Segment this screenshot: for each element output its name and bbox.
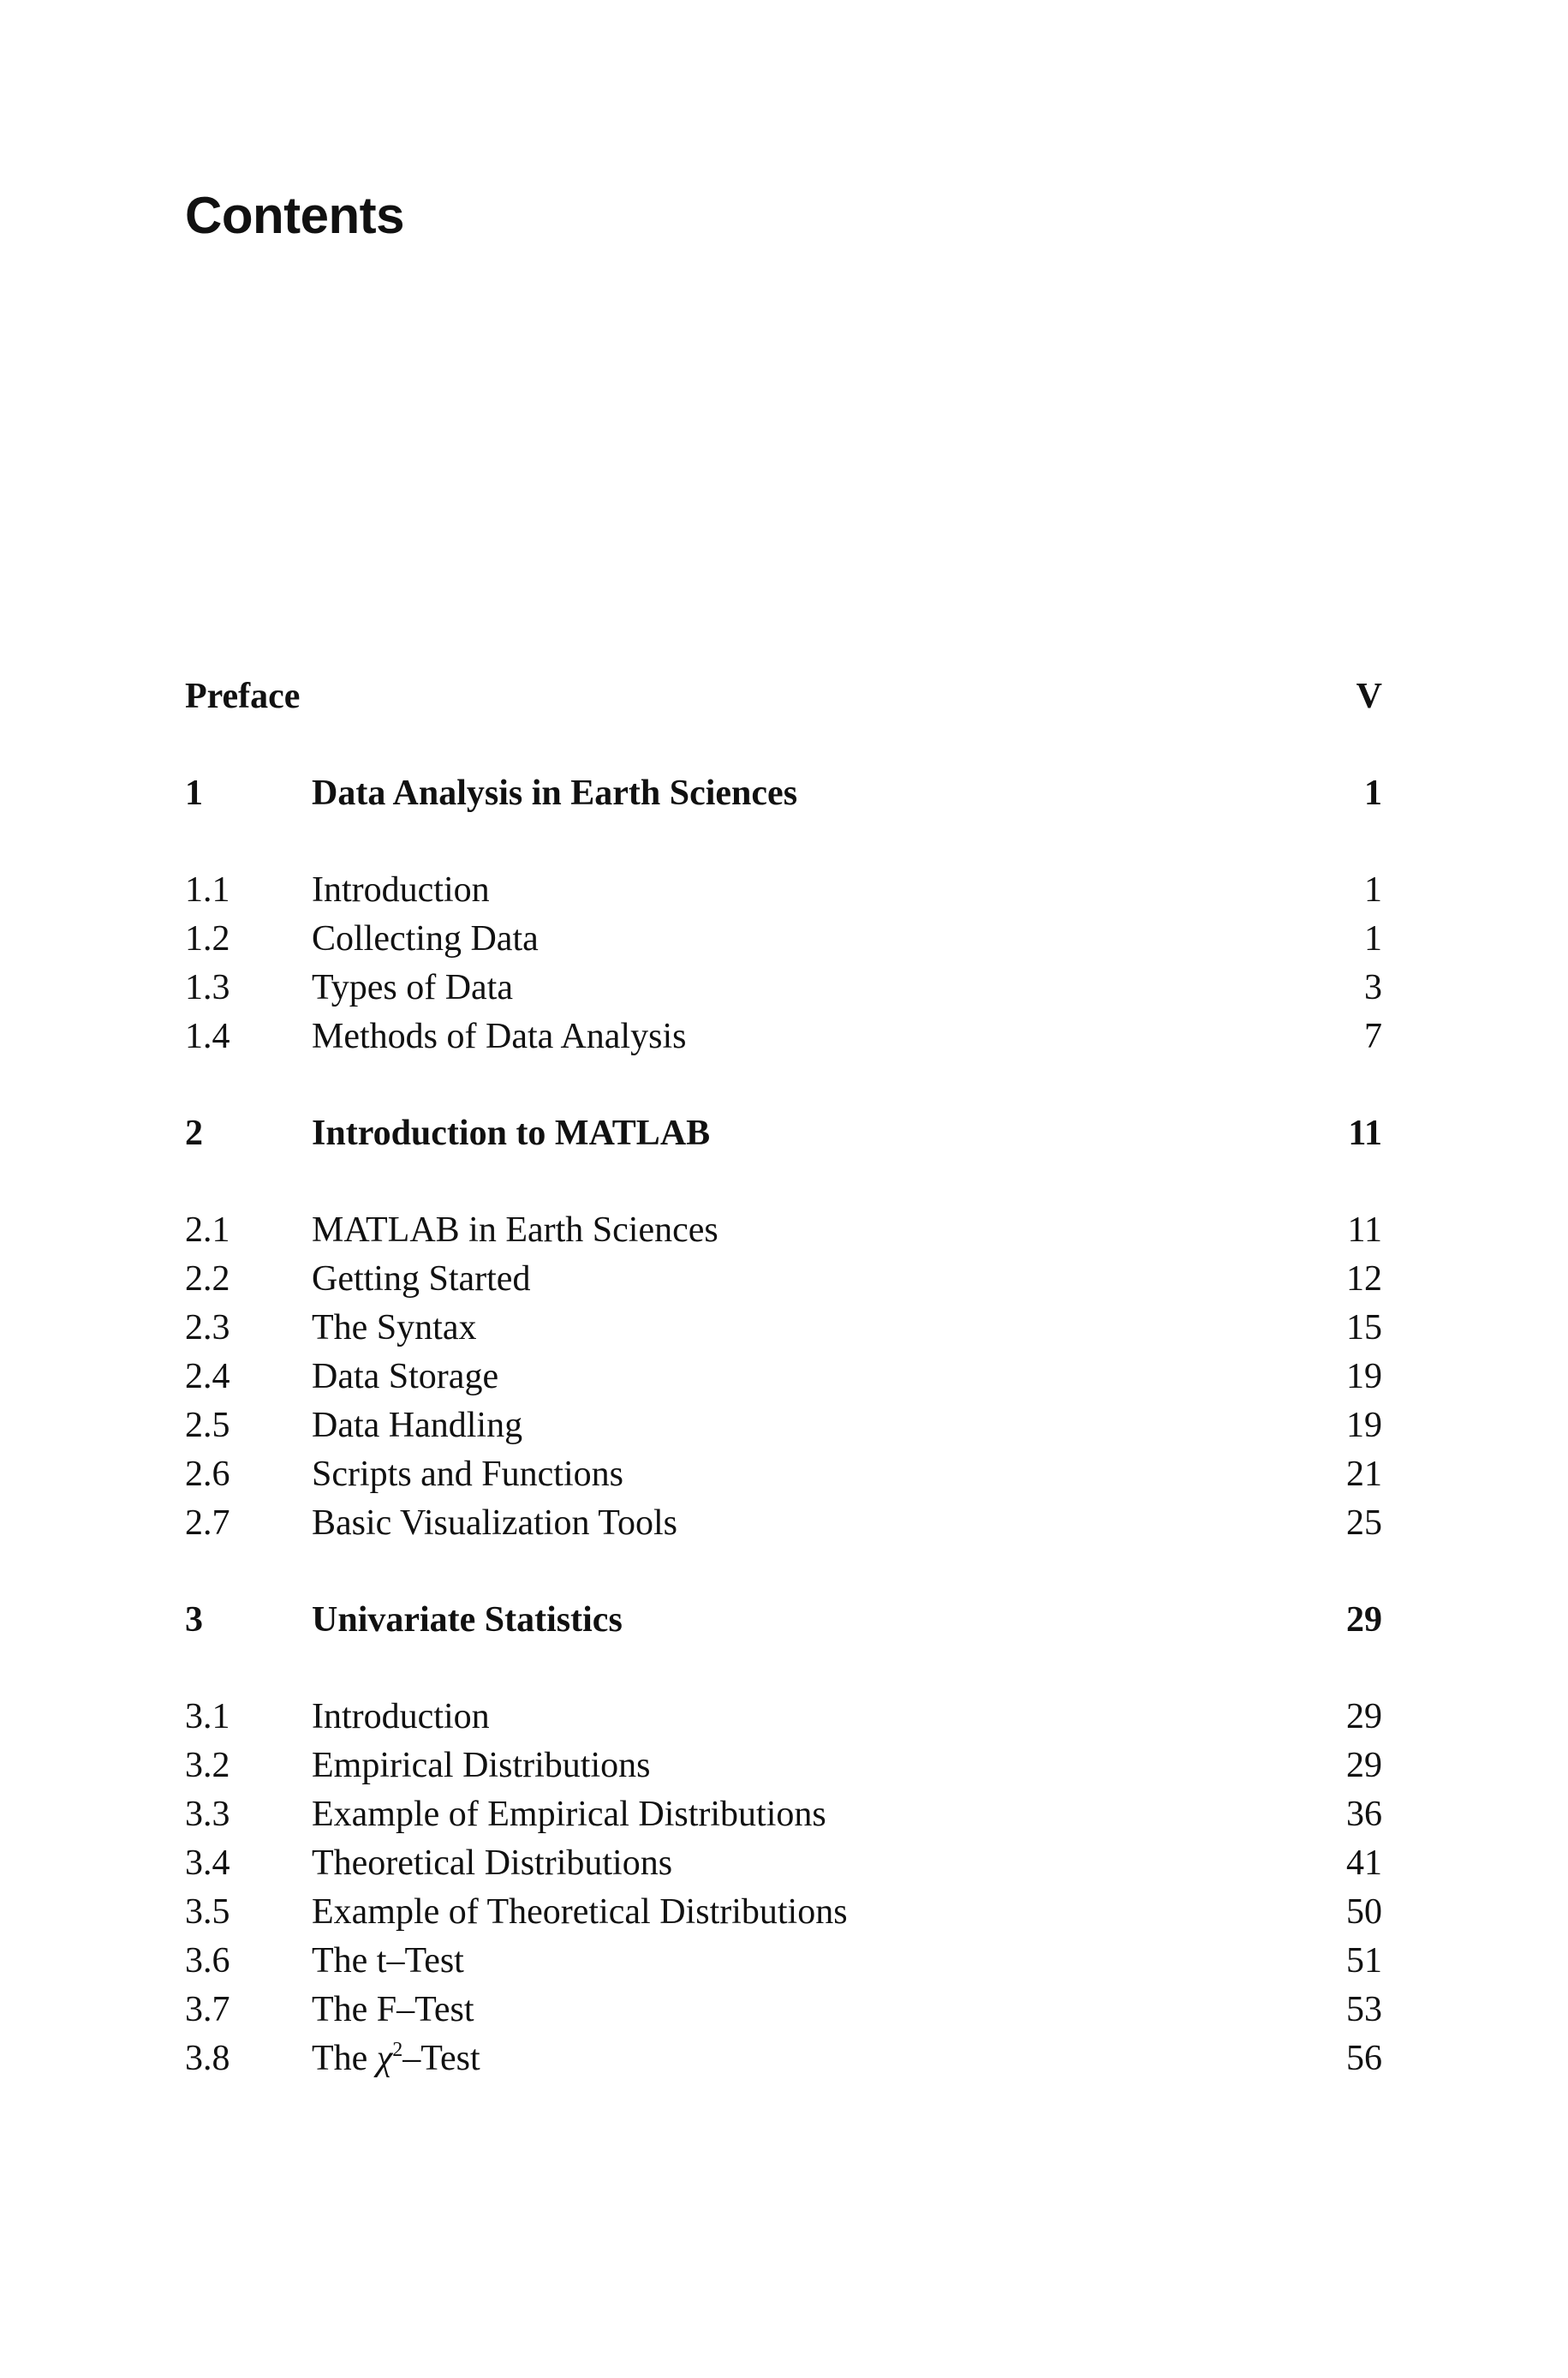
toc-section-3-8[interactable] xyxy=(185,2034,1382,2083)
section-page: 1 xyxy=(1364,870,1382,910)
toc-chapter-3[interactable] xyxy=(185,1596,1382,1645)
toc-section-1-2[interactable] xyxy=(185,915,1382,964)
section-title: Example of Empirical Distributions xyxy=(312,1795,826,1834)
section-title-prefix: The xyxy=(312,2039,377,2078)
section-number: 1.1 xyxy=(185,870,230,910)
chi-symbol: χ xyxy=(376,2039,393,2078)
toc-section-3-5[interactable] xyxy=(185,1888,1382,1937)
toc-section-2-4[interactable] xyxy=(185,1353,1382,1401)
section-number: 1.2 xyxy=(185,919,230,959)
toc-section-3-4[interactable] xyxy=(185,1839,1382,1888)
section-title: The F–Test xyxy=(312,1990,474,2029)
toc-section-1-4[interactable] xyxy=(185,1013,1382,1061)
section-title: Scripts and Functions xyxy=(312,1455,623,1494)
section-number: 3.1 xyxy=(185,1697,230,1736)
section-title: Empirical Distributions xyxy=(312,1746,651,1785)
section-page: 36 xyxy=(1346,1795,1382,1834)
section-number: 2.1 xyxy=(185,1210,230,1250)
section-page: 1 xyxy=(1364,919,1382,959)
section-number: 3.5 xyxy=(185,1892,230,1932)
chapter-number: 3 xyxy=(185,1600,203,1640)
section-title: Theoretical Distributions xyxy=(312,1843,673,1883)
section-number: 2.2 xyxy=(185,1259,230,1299)
toc-section-1-3[interactable] xyxy=(185,964,1382,1013)
chapter-number: 2 xyxy=(185,1114,203,1153)
toc-entry-preface[interactable] xyxy=(185,672,1382,721)
section-number: 3.8 xyxy=(185,2039,230,2078)
toc-section-2-2[interactable] xyxy=(185,1255,1382,1304)
section-number: 3.7 xyxy=(185,1990,230,2029)
section-page: 56 xyxy=(1346,2039,1382,2078)
section-number: 2.4 xyxy=(185,1357,230,1396)
section-number: 2.5 xyxy=(185,1406,230,1445)
toc-section-3-1[interactable] xyxy=(185,1693,1382,1742)
section-page: 25 xyxy=(1346,1503,1382,1543)
section-title: Data Handling xyxy=(312,1406,523,1445)
section-number: 2.3 xyxy=(185,1308,230,1347)
table-of-contents xyxy=(185,672,1382,2083)
section-title: The Syntax xyxy=(312,1308,477,1347)
section-title: Introduction xyxy=(312,870,490,910)
toc-section-2-1[interactable] xyxy=(185,1206,1382,1255)
toc-section-2-3[interactable] xyxy=(185,1304,1382,1353)
section-number: 3.4 xyxy=(185,1843,230,1883)
section-title: Basic Visualization Tools xyxy=(312,1503,677,1543)
chapter-title: Data Analysis in Earth Sciences xyxy=(312,774,798,813)
section-page: 50 xyxy=(1346,1892,1382,1932)
section-page: 15 xyxy=(1346,1308,1382,1347)
superscript: 2 xyxy=(392,2039,403,2061)
section-title-suffix: –Test xyxy=(402,2039,480,2078)
section-number: 1.3 xyxy=(185,968,230,1007)
section-page: 41 xyxy=(1346,1843,1382,1883)
section-page: 11 xyxy=(1347,1210,1382,1250)
toc-section-3-3[interactable] xyxy=(185,1790,1382,1839)
section-page: 19 xyxy=(1346,1357,1382,1396)
chapter-title: Introduction to MATLAB xyxy=(312,1114,711,1153)
section-title: MATLAB in Earth Sciences xyxy=(312,1210,718,1250)
entry-title: Preface xyxy=(185,677,301,716)
toc-section-3-7[interactable] xyxy=(185,1986,1382,2034)
section-title: Introduction xyxy=(312,1697,490,1736)
toc-chapter-2[interactable] xyxy=(185,1109,1382,1158)
toc-section-2-5[interactable] xyxy=(185,1401,1382,1450)
section-page: 51 xyxy=(1346,1941,1382,1981)
section-page: 7 xyxy=(1364,1017,1382,1056)
section-page: 19 xyxy=(1346,1406,1382,1445)
section-number: 1.4 xyxy=(185,1017,230,1056)
section-title: Methods of Data Analysis xyxy=(312,1017,687,1056)
section-title xyxy=(312,2034,480,2083)
section-title: Getting Started xyxy=(312,1259,531,1299)
chapter-title: Univariate Statistics xyxy=(312,1600,623,1640)
section-title: The t–Test xyxy=(312,1941,464,1981)
section-number: 3.3 xyxy=(185,1795,230,1834)
chapter-page: 29 xyxy=(1346,1600,1382,1640)
section-number: 3.2 xyxy=(185,1746,230,1785)
section-page: 21 xyxy=(1346,1455,1382,1494)
section-title: Data Storage xyxy=(312,1357,499,1396)
section-page: 53 xyxy=(1346,1990,1382,2029)
section-page: 3 xyxy=(1364,968,1382,1007)
chapter-page: 1 xyxy=(1364,774,1382,813)
toc-section-3-2[interactable] xyxy=(185,1742,1382,1790)
section-page: 29 xyxy=(1346,1697,1382,1736)
chapter-number: 1 xyxy=(185,774,203,813)
toc-section-3-6[interactable] xyxy=(185,1937,1382,1986)
section-title: Example of Theoretical Distributions xyxy=(312,1892,848,1932)
chapter-page: 11 xyxy=(1348,1114,1382,1153)
section-number: 2.7 xyxy=(185,1503,230,1543)
section-page: 12 xyxy=(1346,1259,1382,1299)
page-title: Contents xyxy=(185,187,404,244)
toc-chapter-1[interactable] xyxy=(185,769,1382,818)
entry-page: V xyxy=(1356,677,1382,716)
section-page: 29 xyxy=(1346,1746,1382,1785)
section-number: 2.6 xyxy=(185,1455,230,1494)
toc-section-2-7[interactable] xyxy=(185,1499,1382,1548)
section-number: 3.6 xyxy=(185,1941,230,1981)
toc-section-2-6[interactable] xyxy=(185,1450,1382,1499)
section-title: Types of Data xyxy=(312,968,513,1007)
section-title: Collecting Data xyxy=(312,919,539,959)
toc-section-1-1[interactable] xyxy=(185,866,1382,915)
